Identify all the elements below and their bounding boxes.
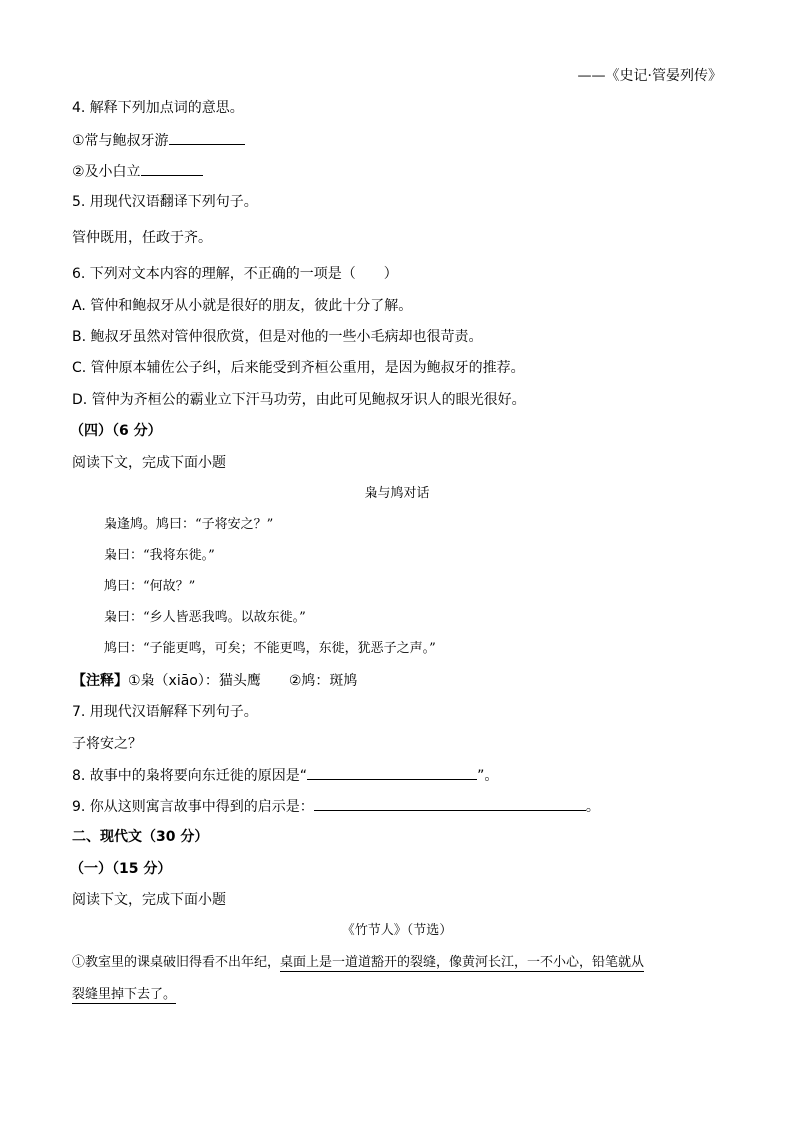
answer-blank[interactable] [314, 796, 586, 811]
essay-title: 《竹节人》（节选） [341, 923, 453, 938]
essay-paragraph-1-cont [72, 985, 176, 1005]
q6-option-c: C. 管仲原本辅佐公子纠，后来能受到齐桓公重用，是因为鲍叔牙的推荐。 [72, 360, 525, 376]
q7-prompt: 7. 用现代汉语解释下列句子。 [72, 704, 258, 720]
answer-blank[interactable] [307, 765, 477, 780]
q9-text-before: 9. 你从这则寓言故事中得到的启示是： [72, 799, 314, 815]
q6-option-b: B. 鲍叔牙虽然对管仲很欣赏，但是对他的一些小毛病却也很苛责。 [72, 329, 483, 345]
source-citation: ——《史记·管晏列传》 [577, 68, 722, 84]
section4-heading: （四）（6 分） [70, 423, 162, 439]
q4-item1-text: ①常与鲍叔牙游 [72, 133, 169, 149]
q8-text-after: ”。 [477, 768, 499, 784]
essay-plain-text: ①教室里的课桌破旧得看不出年纪， [72, 955, 281, 970]
q8-prompt [72, 765, 498, 786]
essay-paragraph-1 [72, 953, 644, 973]
q6-option-d: D. 管仲为齐桓公的霸业立下汗马功劳，由此可见鲍叔牙识人的眼光很好。 [72, 392, 526, 408]
fable-line-5: 鸠曰：“子能更鸣，可矣；不能更鸣，东徙，犹恶子之声。” [104, 641, 436, 656]
q4-item2-text: ②及小白立 [72, 164, 141, 180]
q8-text-before: 8. 故事中的枭将要向东迁徙的原因是“ [72, 768, 308, 784]
section4-instruction: 阅读下文，完成下面小题 [72, 455, 226, 471]
q5-sentence: 管仲既用，任政于齐。 [72, 230, 212, 246]
essay-underlined-text: 裂缝里掉下去了。 [72, 987, 177, 1002]
part2-subheading: （一）（15 分） [70, 861, 172, 877]
q7-sentence: 子将安之？ [72, 736, 142, 752]
q9-prompt [72, 796, 600, 817]
q4-item1 [72, 130, 245, 151]
fable-line-4: 枭曰：“乡人皆恶我鸣。以故东徙。” [104, 610, 306, 625]
answer-blank[interactable] [169, 130, 245, 145]
part2-heading: 二、现代文（30 分） [72, 829, 209, 845]
annotation-text: ①枭（xiāo）：猫头鹰 ②鸠：斑鸠 [128, 673, 358, 689]
part2-instruction: 阅读下文，完成下面小题 [72, 892, 226, 908]
q9-text-after: 。 [585, 799, 600, 815]
q6-prompt: 6. 下列对文本内容的理解，不正确的一项是（ ） [72, 266, 398, 282]
essay-underlined-text: 桌面上是一道道豁开的裂缝，像黄河长江，一不小心，铅笔就从 [280, 955, 645, 970]
fable-line-2: 枭曰：“我将东徙。” [104, 548, 215, 563]
q5-prompt: 5. 用现代汉语翻译下列句子。 [72, 194, 258, 210]
answer-blank[interactable] [141, 161, 203, 176]
fable-line-1: 枭逢鸠。鸠曰：“子将安之？” [104, 517, 274, 532]
annotation [72, 671, 357, 691]
fable-title: 枭与鸠对话 [364, 486, 430, 501]
fable-line-3: 鸠曰：“何故？” [104, 579, 196, 594]
q4-prompt: 4. 解释下列加点词的意思。 [72, 100, 244, 116]
annotation-label: 【注释】 [72, 673, 128, 689]
q6-option-a: A. 管仲和鲍叔牙从小就是很好的朋友，彼此十分了解。 [72, 298, 413, 314]
q4-item2 [72, 161, 203, 182]
